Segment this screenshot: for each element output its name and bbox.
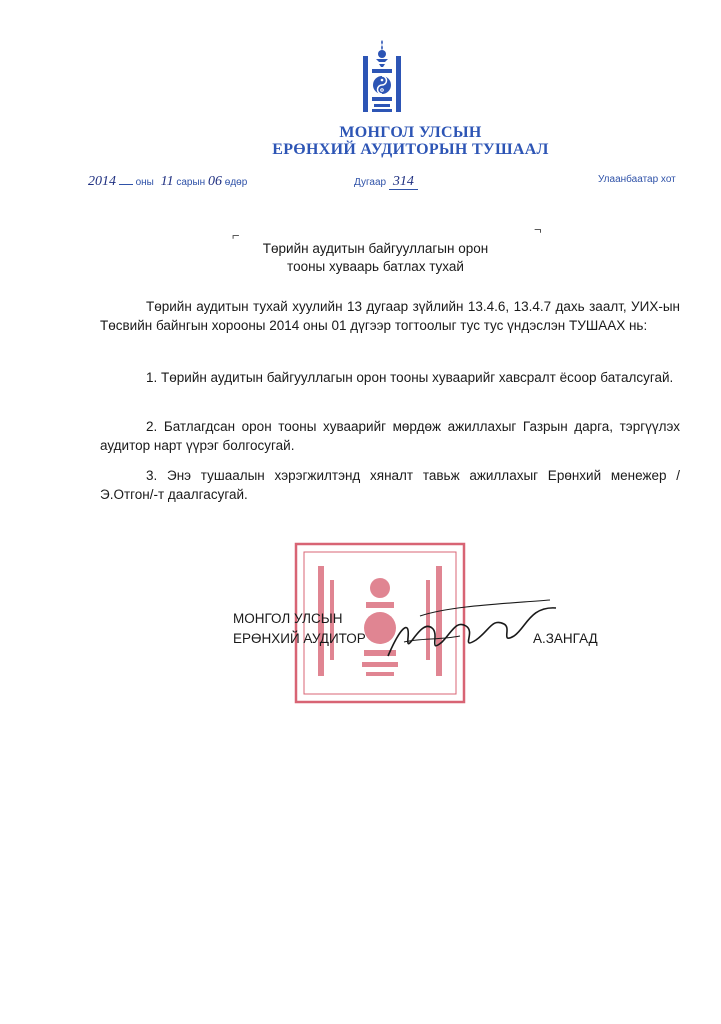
city-label: Улаанбаатар хот — [598, 174, 676, 185]
state-emblem-icon — [361, 38, 403, 114]
header-title-line2: ЕРӨНХИЙ АУДИТОРЫН ТУШААЛ — [272, 141, 549, 158]
order-item-3: 3. Энэ тушаалын хэрэгжилтэнд хяналт тавьж ажиллахыг Ерөнхий менежер /Э.Отгон/-т даалгасугай. — [100, 468, 680, 502]
date-month-suffix: сарын — [176, 177, 206, 188]
document-title — [0, 240, 721, 276]
order-number-label: Дугаар — [354, 177, 387, 188]
title-bracket-left: ⌐ — [232, 228, 240, 243]
date-field — [88, 174, 247, 190]
header-title-line1: МОНГОЛ УЛСЫН — [339, 124, 482, 141]
date-day-suffix: өдөр — [224, 177, 248, 188]
signer-org-line2: ЕРӨНХИЙ АУДИТОР — [233, 631, 366, 646]
date-day: 06 — [208, 174, 222, 189]
order-number: 314 — [389, 174, 418, 190]
document-title-line2: тооны хуваарь батлах тухай — [287, 259, 464, 274]
order-item-2: 2. Батлагдсан орон тооны хуваарийг мөрдөж ажиллахыг Газрын дарга, тэргүүлэх аудитор нарт үүрэг болгосугай. — [100, 419, 680, 453]
signer-org-line1: МОНГОЛ УЛСЫН — [233, 611, 343, 626]
handwritten-signature — [380, 598, 570, 668]
signer-name: А.ЗАНГАД — [533, 631, 598, 646]
date-month: 11 — [160, 174, 174, 189]
order-number-field — [354, 174, 418, 190]
date-year-suffix: оны — [135, 177, 154, 188]
date-year: 2014 — [88, 174, 116, 189]
document-title-line1: Төрийн аудитын байгууллагын орон — [262, 241, 489, 256]
order-item-1: 1. Төрийн аудитын байгууллагын орон тооны хуваарийг хавсралт ёсоор баталсугай. — [146, 370, 674, 385]
preamble-paragraph: Төрийн аудитын тухай хуулийн 13 дугаар зүйлийн 13.4.6, 13.4.7 дахь заалт, УИХ-ын Төсвийн байнгын хорооны 2014 оны 01 дүгээр тогтоолыг тус тус үндэслэн ТУШААХ нь: — [100, 299, 680, 333]
title-bracket-right: ¬ — [534, 222, 542, 237]
